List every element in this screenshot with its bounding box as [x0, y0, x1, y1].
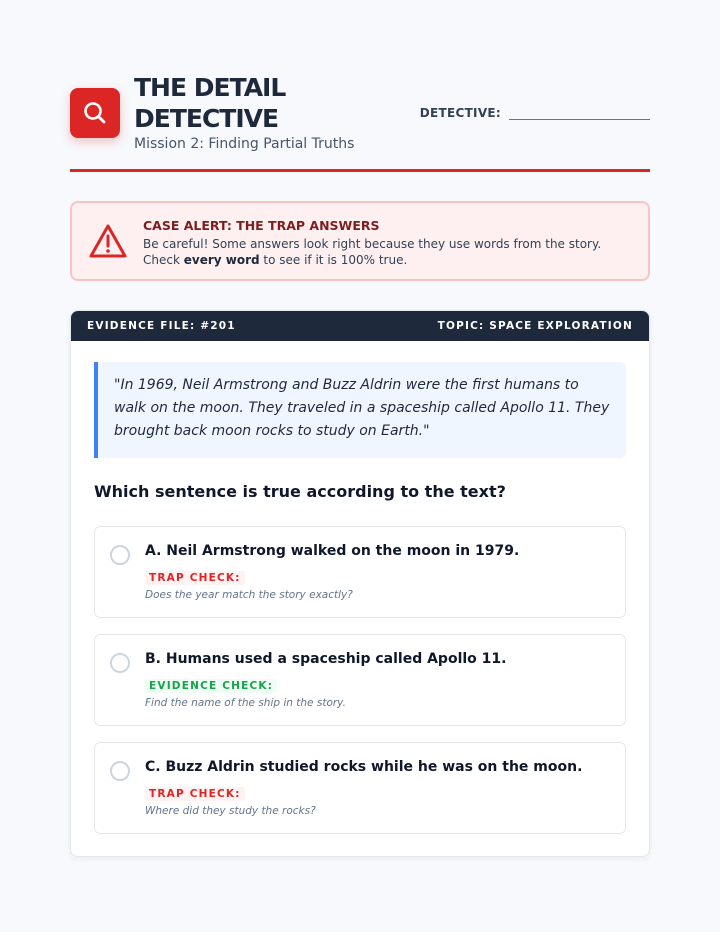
radio-button[interactable]	[110, 653, 130, 673]
detective-label: DETECTIVE:	[419, 106, 501, 120]
topic-label: TOPIC: SPACE EXPLORATION	[437, 320, 633, 332]
answer-option-b[interactable]	[94, 634, 626, 726]
trap-check-badge: TRAP CHECK:	[145, 787, 245, 801]
page-title: THE DETAIL DETECTIVE	[134, 73, 286, 133]
option-text: A. Neil Armstrong walked on the moon in 1979.	[145, 543, 520, 559]
case-alert-box	[70, 201, 650, 281]
worksheet-header	[70, 70, 650, 160]
detective-name-field	[420, 104, 650, 120]
answer-option-c[interactable]	[94, 742, 626, 834]
option-text: B. Humans used a spaceship called Apollo 11.	[145, 651, 507, 667]
page-subtitle: Mission 2: Finding Partial Truths	[134, 136, 355, 152]
option-hint: Where did they study the rocks?	[145, 805, 316, 817]
radio-button[interactable]	[110, 761, 130, 781]
detective-name-line[interactable]	[509, 104, 650, 120]
alert-body	[143, 236, 633, 268]
evidence-card-header	[71, 311, 649, 341]
answer-option-a[interactable]	[94, 526, 626, 618]
magnifier-icon	[70, 88, 120, 138]
question-text: Which sentence is true according to the text?	[94, 482, 506, 501]
evidence-check-badge: EVIDENCE CHECK:	[145, 679, 277, 693]
option-text: C. Buzz Aldrin studied rocks while he was on the moon.	[145, 759, 583, 775]
story-quote: "In 1969, Neil Armstrong and Buzz Aldrin were the first humans to walk on the moon. They traveled in a spaceship called Apollo 11. They brought back moon rocks to study on Earth."	[94, 362, 626, 458]
alert-title: CASE ALERT: THE TRAP ANSWERS	[143, 218, 380, 233]
alert-body-text: Be careful! Some answers look right because they use words from the story. Check	[143, 237, 602, 267]
warning-triangle-icon	[88, 223, 128, 263]
option-hint: Does the year match the story exactly?	[145, 589, 353, 601]
option-hint: Find the name of the ship in the story.	[145, 697, 346, 709]
header-divider	[70, 169, 650, 172]
alert-body-emphasis: every word	[183, 253, 260, 267]
radio-button[interactable]	[110, 545, 130, 565]
trap-check-badge: TRAP CHECK:	[145, 571, 245, 585]
evidence-card	[70, 310, 650, 857]
evidence-file-label: EVIDENCE FILE: #201	[87, 320, 236, 332]
alert-body-text-end: to see if it is 100% true.	[259, 253, 408, 267]
